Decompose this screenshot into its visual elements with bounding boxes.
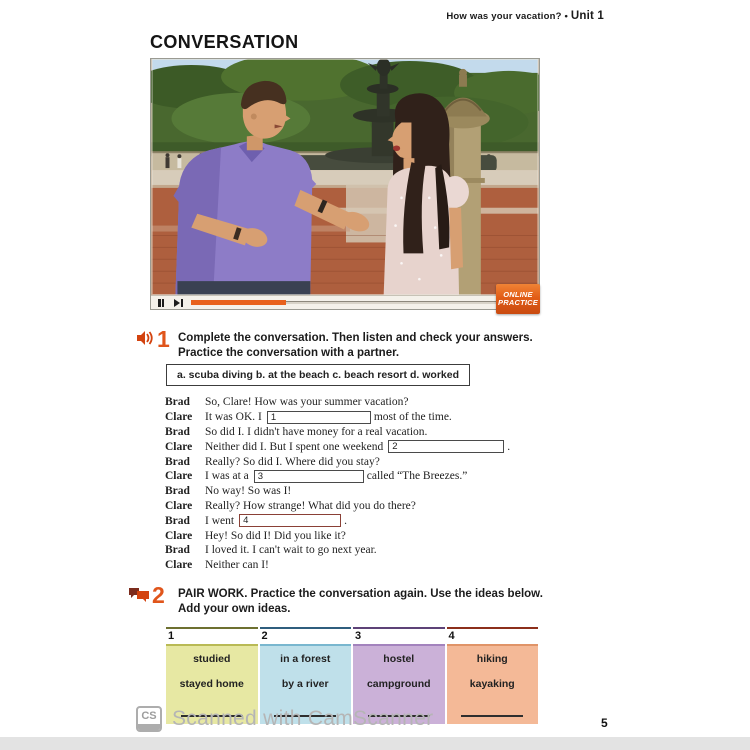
- video-controls: [151, 295, 539, 309]
- dialogue-line: Clare Hey! So did I! Did you like it?: [165, 529, 346, 542]
- exercise1-instructions: [178, 331, 558, 360]
- column-number: 1: [166, 627, 258, 644]
- table-cell: kayaking: [469, 677, 515, 690]
- table-cell: studied: [193, 652, 231, 665]
- column-number: 3: [353, 627, 445, 644]
- answer-blank-4[interactable]: 4: [239, 514, 341, 527]
- word-choice-a: a. scuba diving: [177, 369, 253, 381]
- skip-icon: [174, 299, 180, 307]
- video-still: [150, 58, 540, 310]
- answer-blank-3[interactable]: 3: [254, 470, 364, 483]
- exercise2-instructions-line1: PAIR WORK. Practice the conversation again. Use the ideas below.: [178, 588, 543, 600]
- video-scene: [151, 59, 539, 295]
- camscanner-logo-text: CS: [141, 710, 157, 722]
- video-progress-fill: [191, 300, 286, 305]
- answer-blank-1[interactable]: 1: [267, 411, 371, 424]
- pause-icon: [158, 299, 161, 307]
- exercise1-instructions-line2: Practice the conversation with a partner.: [178, 346, 400, 359]
- word-choice-c: c. beach resort: [332, 369, 408, 381]
- dialogue-line: Clare Really? How strange! What did you do there?: [165, 499, 416, 512]
- dialogue-line: Brad So, Clare! How was your summer vacation?: [165, 396, 409, 409]
- online-practice-line2: PRACTICE: [498, 298, 538, 307]
- skip-button[interactable]: [171, 298, 185, 308]
- word-choice-b: b. at the beach: [255, 369, 330, 381]
- video-progress-bar[interactable]: [191, 301, 533, 304]
- table-cell: hiking: [476, 652, 508, 665]
- dialogue-line: Brad I went 4 .: [165, 514, 347, 527]
- dialogue-line: Brad No way! So was I!: [165, 485, 292, 498]
- table-cell: stayed home: [179, 677, 244, 690]
- table-column-4: [447, 627, 539, 724]
- column-number: 2: [260, 627, 352, 644]
- unit-header: [446, 10, 604, 22]
- table-cell: in a forest: [280, 652, 331, 665]
- table-cell: campground: [366, 677, 431, 690]
- page-title: CONVERSATION: [150, 32, 299, 52]
- exercise2-number: 2: [152, 582, 165, 608]
- dialogue-line: Clare Neither did I. But I spent one weekend 2 .: [165, 440, 511, 453]
- table-cell-blank: [447, 696, 539, 724]
- dialogue-line: Brad So did I. I didn't have money for a real vacation.: [165, 425, 428, 438]
- answer-blank-2[interactable]: 2: [388, 440, 504, 453]
- dialogue-line: Clare I was at a 3 called “The Breezes.”: [165, 470, 468, 483]
- write-in-blank[interactable]: [461, 703, 523, 717]
- dialogue-line: Clare It was OK. I 1 most of the time.: [165, 411, 452, 424]
- word-choices-box: [166, 364, 470, 386]
- pause-button[interactable]: [154, 298, 168, 308]
- camscanner-logo: [136, 706, 162, 732]
- conversation-dialogue: [165, 395, 565, 573]
- online-practice-line1: ONLINE: [503, 290, 533, 299]
- unit-label: Unit 1: [570, 10, 604, 22]
- exercise2-instructions-line2: Add your own ideas.: [178, 602, 291, 615]
- online-practice-badge[interactable]: [496, 284, 540, 314]
- audio-icon: [136, 330, 154, 351]
- exercise1-instructions-line1: Complete the conversation. Then listen and check your answers.: [178, 332, 533, 344]
- lesson-title: How was your vacation?: [446, 11, 562, 22]
- camscanner-watermark: Scanned with CamScanner: [172, 707, 434, 730]
- dialogue-line: Brad Really? So did I. Where did you stay?: [165, 455, 380, 468]
- table-cell: by a river: [281, 677, 329, 690]
- exercise1-number: 1: [157, 326, 170, 352]
- word-choice-d: d. worked: [409, 369, 459, 381]
- scan-bottom-strip: [0, 737, 750, 750]
- header-bullet: •: [564, 11, 568, 22]
- column-number: 4: [447, 627, 539, 644]
- table-cell: hostel: [383, 652, 415, 665]
- exercise2-instructions: [178, 587, 578, 616]
- page-number: 5: [601, 716, 608, 730]
- pair-work-icon: [128, 586, 150, 604]
- dialogue-line: Clare Neither can I!: [165, 559, 269, 572]
- dialogue-line: Brad I loved it. I can't wait to go next year.: [165, 544, 377, 557]
